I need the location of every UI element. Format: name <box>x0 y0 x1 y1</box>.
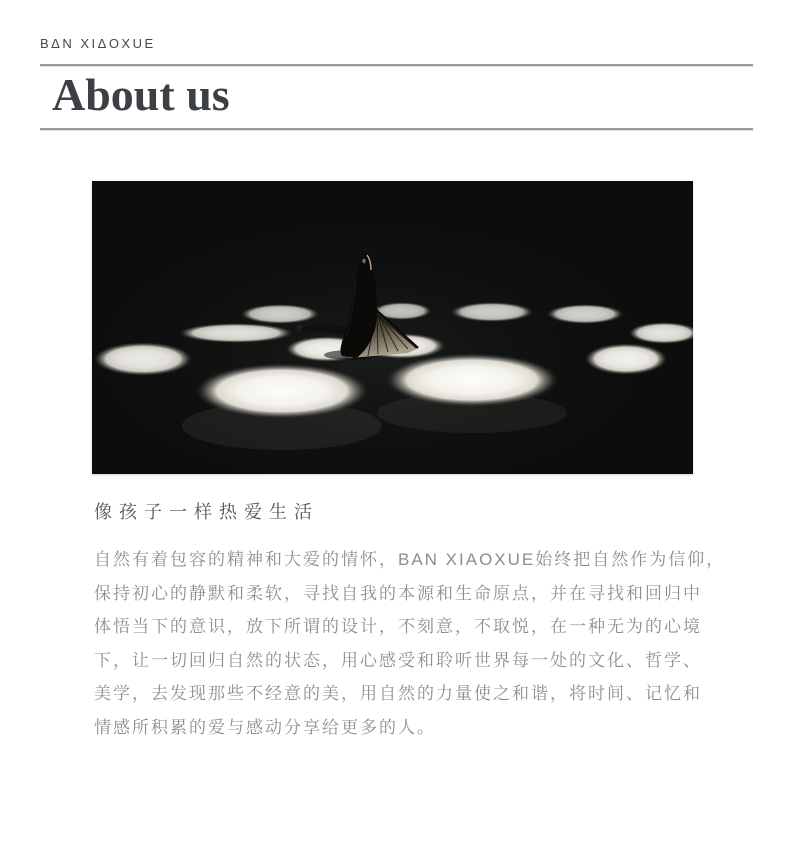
stage-light-pools-photo <box>92 181 693 474</box>
page-title: About us <box>52 69 230 120</box>
paragraph-line: 美学，去发现那些不经意的美，用自然的力量使之和谐，将时间、记忆和 <box>94 684 702 703</box>
paragraph-line: 情感所积累的爱与感动分享给更多的人。 <box>94 717 436 737</box>
about-paragraph <box>94 543 734 744</box>
section-heading: 像孩子一样热爱生活 <box>94 502 319 522</box>
divider-under-title <box>40 128 753 131</box>
paragraph-line: 下，让一切回归自然的状态，用心感受和聆听世界每一处的文化、哲学、 <box>94 650 702 670</box>
paragraph-line: 自然有着包容的精神和大爱的情怀，BAN XIAOXUE始终把自然作为信仰， <box>94 550 726 569</box>
brand-logo: BΔN XIΔOXUE <box>40 36 156 51</box>
paragraph-line: 保持初心的静默和柔软，寻找自我的本源和生命原点，并在寻找和回归中 <box>94 583 702 603</box>
divider-top <box>40 64 753 67</box>
paragraph-line: 体悟当下的意识，放下所谓的设计，不刻意，不取悦，在一种无为的心境 <box>94 617 702 636</box>
hero-photo <box>92 181 693 474</box>
